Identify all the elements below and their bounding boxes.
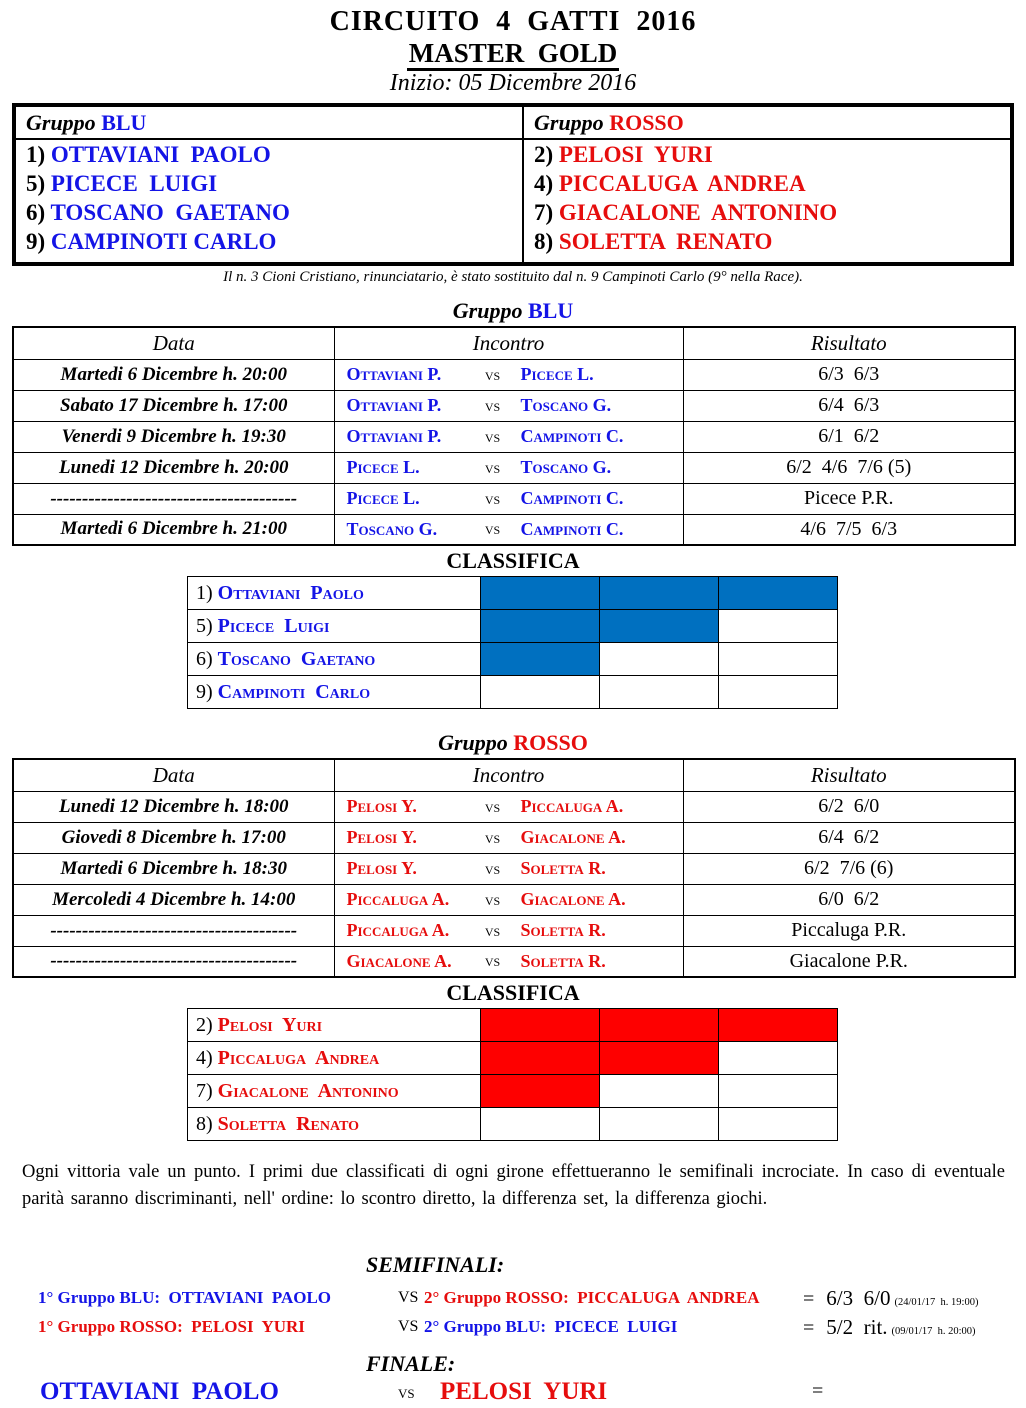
match-result: 6/1 6/2: [683, 421, 1015, 452]
section-heading-rosso: [0, 731, 1026, 755]
match-result: 6/2 7/6 (6): [683, 853, 1015, 884]
player-name: Piccaluga Andrea: [217, 1046, 380, 1069]
player-1: Giacalone A.: [346, 950, 452, 971]
semifinal-right-player: 2° Gruppo ROSSO: PICCALUGA ANDREA: [424, 1288, 760, 1307]
player-name: Giacalone Antonino: [217, 1079, 399, 1102]
group-name-blu: BLU: [101, 110, 147, 135]
semifinal-date-detail: (09/01/17 h. 20:00): [891, 1326, 976, 1337]
player-name: CAMPINOTI CARLO: [50, 229, 277, 254]
player-name: OTTAVIANI PAOLO: [50, 142, 271, 167]
vs-label: vs: [484, 364, 501, 384]
group-rosso-player: [524, 227, 1010, 256]
match-date: Lunedi 12 Dicembre h. 20:00: [13, 452, 334, 483]
classifica-table-rosso: [187, 1008, 838, 1141]
player-name: PICCALUGA ANDREA: [558, 171, 806, 196]
group-blu-column: [16, 107, 522, 262]
player-2: Piccaluga A.: [520, 796, 624, 816]
match-date-placeholder: ---------------------------------------: [13, 946, 334, 977]
group-blu-player: [16, 140, 522, 169]
table-row: [13, 791, 1015, 822]
table-row: [13, 359, 1015, 390]
match-date: Venerdi 9 Dicembre h. 19:30: [13, 421, 334, 452]
player-name: GIACALONE ANTONINO: [558, 200, 838, 225]
group-name-rosso: ROSSO: [609, 110, 684, 135]
point-cell: [481, 1108, 600, 1141]
group-name-blu: BLU: [527, 298, 574, 323]
match-result: 6/0 6/2: [683, 884, 1015, 915]
col-header-incontro: Incontro: [334, 327, 683, 359]
group-blu-player: [16, 169, 522, 198]
point-cell: [719, 643, 838, 676]
match-date: Martedi 6 Dicembre h. 21:00: [13, 514, 334, 545]
player-1: Ottaviani P.: [346, 426, 442, 446]
classifica-table-blu: [187, 576, 838, 709]
point-cell: [600, 1108, 719, 1141]
player-1: Pelosi Y.: [346, 796, 417, 816]
semifinal-result: [803, 1286, 978, 1311]
player-1: Toscano G.: [346, 518, 438, 539]
player-1: Pelosi Y.: [346, 827, 417, 847]
group-name-rosso: ROSSO: [513, 730, 588, 755]
player-seed: 5): [26, 171, 51, 196]
page-title: CIRCUITO 4 GATTI 2016: [329, 6, 697, 37]
match-date-placeholder: ---------------------------------------: [13, 915, 334, 946]
vs-label: vs: [484, 519, 501, 539]
semifinals-heading: SEMIFINALI:: [366, 1252, 505, 1277]
match-date: Mercoledi 4 Dicembre h. 14:00: [13, 884, 334, 915]
player-seed: 8): [534, 229, 559, 254]
section-heading-blu: [0, 299, 1026, 323]
group-word: Gruppo: [452, 298, 523, 323]
player-seed: 1): [26, 142, 51, 167]
final-row: [0, 1378, 1026, 1408]
match-result: 6/2 4/6 7/6 (5): [683, 452, 1015, 483]
point-cell: [719, 1108, 838, 1141]
classifica-row: [188, 577, 838, 610]
vs-label: VS: [398, 1318, 419, 1335]
player-name: SOLETTA RENATO: [558, 229, 773, 254]
player-2: Picece L.: [520, 364, 594, 384]
player-2: Campinoti C.: [520, 518, 624, 539]
table-header-row: [13, 759, 1015, 791]
player-2: Toscano G.: [520, 395, 612, 415]
player-2: Toscano G.: [520, 457, 612, 477]
player-1: Piccaluga A.: [346, 889, 450, 909]
player-seed: 4): [196, 1046, 218, 1069]
final-player-1: OTTAVIANI PAOLO: [40, 1378, 279, 1405]
equals-sign: =: [812, 1380, 824, 1402]
match-result: Picece P.R.: [683, 483, 1015, 514]
match-result: Piccaluga P.R.: [683, 915, 1015, 946]
player-name: Pelosi Yuri: [217, 1013, 323, 1036]
semifinal-result: [803, 1315, 976, 1340]
gruppo-rosso-match-table: [12, 758, 1016, 978]
table-row: [13, 390, 1015, 421]
table-row: [13, 421, 1015, 452]
semifinal-score: 6/3 6/0: [826, 1286, 891, 1310]
point-cell: [481, 610, 600, 643]
point-cell: [481, 577, 600, 610]
match-result: 6/4 6/3: [683, 390, 1015, 421]
match-result: 6/4 6/2: [683, 822, 1015, 853]
semifinal-row: [0, 1314, 1026, 1343]
player-name: PELOSI YURI: [558, 142, 713, 167]
group-rosso-column: [522, 107, 1010, 262]
player-seed: 1): [196, 581, 218, 604]
point-cell: [719, 610, 838, 643]
point-cell: [481, 1009, 600, 1042]
player-1: Ottaviani P.: [346, 395, 442, 415]
vs-label: vs: [484, 827, 501, 847]
semifinal-left-player: 1° Gruppo BLU: OTTAVIANI PAOLO: [38, 1288, 332, 1307]
table-header-row: [13, 327, 1015, 359]
vs-label: vs: [484, 395, 501, 415]
semifinal-date-detail: (24/01/17 h. 19:00): [894, 1297, 979, 1308]
point-cell: [719, 676, 838, 709]
point-cell: [600, 1009, 719, 1042]
player-seed: 6): [196, 647, 218, 670]
vs-label: vs: [484, 951, 501, 971]
vs-label: vs: [484, 920, 501, 940]
semifinal-score: 5/2 rit.: [826, 1315, 888, 1339]
player-name: Soletta Renato: [217, 1112, 360, 1135]
player-name: Campinoti Carlo: [217, 680, 371, 703]
col-header-data: Data: [13, 327, 334, 359]
match-date: Martedi 6 Dicembre h. 20:00: [13, 359, 334, 390]
table-row: [13, 915, 1015, 946]
player-seed: 2): [196, 1013, 218, 1036]
match-result: 6/3 6/3: [683, 359, 1015, 390]
player-1: Picece L.: [346, 457, 420, 477]
substitution-note: Il n. 3 Cioni Cristiano, rinunciatario, è stato sostituito dal n. 9 Campinoti Carlo (9° nella Race).: [223, 269, 803, 285]
match-date-placeholder: ---------------------------------------: [13, 483, 334, 514]
vs-label: vs: [484, 889, 501, 909]
player-2: Soletta R.: [520, 920, 606, 940]
player-name: Picece Luigi: [217, 614, 330, 637]
player-1: Pelosi Y.: [346, 858, 417, 878]
player-2: Campinoti C.: [520, 426, 624, 446]
gruppo-blu-match-table: [12, 326, 1016, 546]
classifica-row: [188, 610, 838, 643]
vs-label: vs: [484, 858, 501, 878]
semifinal-row: [0, 1285, 1026, 1314]
player-seed: 5): [196, 614, 218, 637]
group-blu-player: [16, 198, 522, 227]
semifinal-right-player: 2° Gruppo BLU: PICECE LUIGI: [424, 1317, 678, 1336]
point-cell: [600, 643, 719, 676]
player-2: Soletta R.: [520, 950, 606, 971]
vs-label: VS: [398, 1289, 419, 1306]
page-subtitle-text: MASTER GOLD: [407, 38, 620, 71]
match-result: 6/2 6/0: [683, 791, 1015, 822]
classifica-title-blu: CLASSIFICA: [446, 548, 580, 573]
table-row: [13, 946, 1015, 977]
vs-label: vs: [484, 796, 501, 816]
group-rosso-header: [524, 107, 1010, 140]
player-1: Ottaviani P.: [346, 364, 442, 384]
player-2: Giacalone A.: [520, 827, 626, 847]
table-row: [13, 853, 1015, 884]
start-date: Inizio: 05 Dicembre 2016: [389, 70, 637, 96]
col-header-risultato: Risultato: [683, 327, 1015, 359]
col-header-data: Data: [13, 759, 334, 791]
semifinals-rows: [0, 1285, 1026, 1343]
point-cell: [481, 643, 600, 676]
player-name: PICECE LUIGI: [50, 171, 218, 196]
classifica-row: [188, 643, 838, 676]
player-2: Soletta R.: [520, 858, 606, 878]
group-word: Gruppo: [438, 730, 508, 755]
semifinal-left-player: 1° Gruppo ROSSO: PELOSI YURI: [38, 1317, 305, 1336]
player-seed: 9): [196, 680, 218, 703]
table-row: [13, 514, 1015, 545]
classifica-row: [188, 1108, 838, 1141]
player-seed: 8): [196, 1112, 218, 1135]
match-date: Martedi 6 Dicembre h. 18:30: [13, 853, 334, 884]
equals-sign: =: [803, 1288, 815, 1310]
col-header-risultato: Risultato: [683, 759, 1015, 791]
player-name: TOSCANO GAETANO: [50, 200, 290, 225]
player-name: Ottaviani Paolo: [217, 581, 364, 604]
classifica-row: [188, 1009, 838, 1042]
vs-label: vs: [398, 1382, 415, 1403]
point-cell: [600, 1075, 719, 1108]
final-player-2: PELOSI YURI: [440, 1378, 608, 1405]
table-row: [13, 822, 1015, 853]
point-cell: [600, 610, 719, 643]
point-cell: [719, 1075, 838, 1108]
player-seed: 7): [196, 1079, 218, 1102]
player-1: Picece L.: [346, 488, 420, 508]
table-row: [13, 884, 1015, 915]
groups-box: [12, 103, 1014, 266]
player-seed: 7): [534, 200, 559, 225]
equals-sign: =: [803, 1317, 815, 1339]
point-cell: [600, 1042, 719, 1075]
point-cell: [481, 1042, 600, 1075]
classifica-title-rosso: CLASSIFICA: [446, 980, 580, 1005]
point-cell: [719, 577, 838, 610]
classifica-row: [188, 1075, 838, 1108]
player-seed: 9): [26, 229, 51, 254]
match-result: 4/6 7/5 6/3: [683, 514, 1015, 545]
match-date: Sabato 17 Dicembre h. 17:00: [13, 390, 334, 421]
point-cell: [481, 1075, 600, 1108]
player-name: Toscano Gaetano: [217, 647, 376, 670]
group-rosso-player: [524, 198, 1010, 227]
player-2: Giacalone A.: [520, 889, 626, 909]
vs-label: vs: [484, 426, 501, 446]
point-cell: [719, 1042, 838, 1075]
vs-label: vs: [484, 488, 501, 508]
group-word: Gruppo: [534, 110, 604, 135]
match-date: Giovedi 8 Dicembre h. 17:00: [13, 822, 334, 853]
player-seed: 4): [534, 171, 559, 196]
rules-paragraph: Ogni vittoria vale un punto. I primi due classificati di ogni girone effettueranno le semifinali incrociate. In caso di eventuale parità saranno discriminanti, nell' ordine: lo scontro diretto, la differenza set, la differenza giochi.: [22, 1162, 1005, 1209]
classifica-row: [188, 1042, 838, 1075]
group-rosso-player: [524, 169, 1010, 198]
player-seed: 2): [534, 142, 559, 167]
player-seed: 6): [26, 200, 51, 225]
table-row: [13, 452, 1015, 483]
match-date: Lunedi 12 Dicembre h. 18:00: [13, 791, 334, 822]
group-blu-player: [16, 227, 522, 256]
page-subtitle: [0, 38, 1026, 68]
player-1: Piccaluga A.: [346, 920, 450, 940]
group-blu-header: [16, 107, 522, 140]
classifica-row: [188, 676, 838, 709]
final-heading: FINALE:: [366, 1351, 456, 1376]
vs-label: vs: [484, 457, 501, 477]
point-cell: [600, 577, 719, 610]
group-word: Gruppo: [26, 110, 96, 135]
group-rosso-player: [524, 140, 1010, 169]
point-cell: [719, 1009, 838, 1042]
col-header-incontro: Incontro: [334, 759, 683, 791]
point-cell: [600, 676, 719, 709]
player-2: Campinoti C.: [520, 488, 624, 508]
point-cell: [481, 676, 600, 709]
table-row: [13, 483, 1015, 514]
match-result: Giacalone P.R.: [683, 946, 1015, 977]
